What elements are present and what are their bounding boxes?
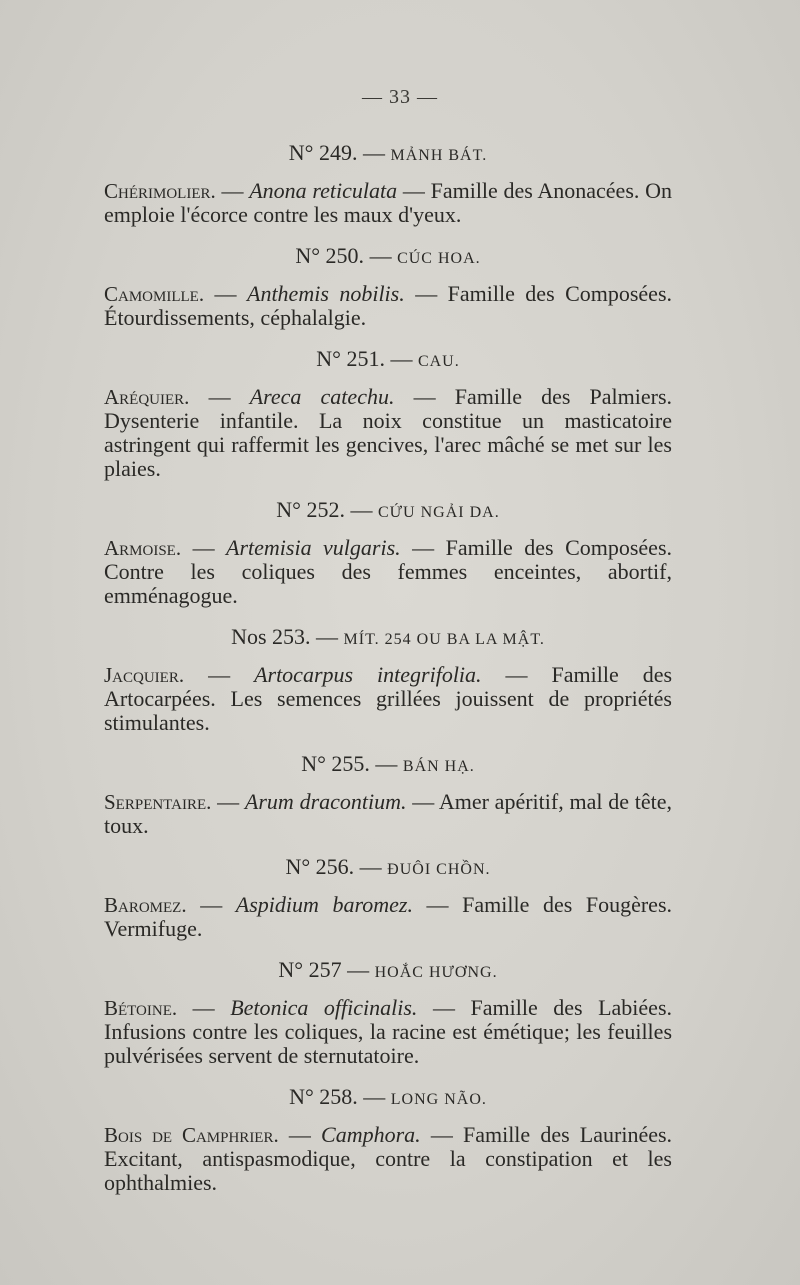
latin-name: Aspidium baromez. bbox=[235, 892, 413, 917]
common-name: Bois de Camphrier. bbox=[104, 1123, 279, 1147]
entry-number: N° 252. bbox=[276, 497, 345, 522]
entry-number: Nos 253. bbox=[231, 624, 311, 649]
entry-text bbox=[104, 536, 672, 608]
vietnamese-name: BÁN HẠ. bbox=[402, 758, 475, 775]
entry-heading bbox=[104, 241, 672, 274]
dash: — bbox=[347, 957, 370, 982]
common-name: Serpentaire. bbox=[104, 790, 212, 814]
vietnamese-name: CÚC HOA. bbox=[397, 250, 481, 267]
entry-text bbox=[104, 282, 672, 330]
entry-text bbox=[104, 179, 672, 227]
entry-heading bbox=[104, 138, 672, 171]
entry-text bbox=[104, 663, 672, 735]
entries-list bbox=[104, 138, 672, 1195]
common-name: Chérimolier. bbox=[104, 179, 216, 203]
entry-number: N° 257 bbox=[278, 957, 342, 982]
entry-258 bbox=[104, 1082, 672, 1195]
entry-text bbox=[104, 790, 672, 838]
dash: — bbox=[192, 535, 215, 560]
common-name: Camomille. bbox=[104, 282, 205, 306]
common-name: Aréquier. bbox=[104, 385, 190, 409]
dash: — bbox=[208, 384, 231, 409]
page-number: — 33 — bbox=[362, 86, 438, 108]
vietnamese-name: ĐUÔI CHỒN. bbox=[387, 861, 491, 878]
dash: — bbox=[192, 995, 215, 1020]
entry-250 bbox=[104, 241, 672, 330]
vietnamese-name: HOẮC HƯƠNG. bbox=[374, 964, 498, 981]
dash: — bbox=[200, 892, 223, 917]
description: — Famille des Anonacées. On emploie l'écorce contre les maux d'yeux. bbox=[104, 178, 673, 227]
vietnamese-name: MẢNH BÁT. bbox=[390, 147, 488, 164]
latin-name: Betonica officinalis. bbox=[230, 995, 418, 1020]
latin-name: Anona reticulata bbox=[249, 178, 398, 203]
entry-number: N° 250. bbox=[295, 243, 365, 268]
dash: — bbox=[214, 281, 237, 306]
entry-heading bbox=[104, 495, 672, 528]
entry-number: N° 258. bbox=[289, 1084, 358, 1109]
entry-252 bbox=[104, 495, 672, 608]
latin-name: Areca catechu. bbox=[249, 384, 395, 409]
entry-heading bbox=[104, 955, 672, 988]
description: — Famille des Palmiers. Dysenterie infantile. La noix constitue un masticatoire astringent qui raffermit les gencives, l'arec mâché se met sur les plaies. bbox=[104, 384, 673, 481]
description: — Famille des Laurinées. Excitant, antispasmodique, contre la constipation et les ophthalmies. bbox=[104, 1122, 673, 1195]
entry-number: N° 251. bbox=[316, 346, 385, 371]
entry-text bbox=[104, 1123, 672, 1195]
entry-number: N° 255. bbox=[301, 751, 370, 776]
vietnamese-name: CỨU NGẢI DA. bbox=[377, 504, 500, 521]
dash: — bbox=[359, 854, 382, 879]
entry-255 bbox=[104, 749, 672, 838]
dash: — bbox=[375, 751, 398, 776]
entry-number: N° 256. bbox=[285, 854, 355, 879]
latin-name: Arum dracontium. bbox=[244, 789, 407, 814]
entry-heading bbox=[104, 622, 672, 655]
common-name: Jacquier. bbox=[104, 663, 185, 687]
entry-text bbox=[104, 893, 672, 941]
entry-256 bbox=[104, 852, 672, 941]
dash: — bbox=[363, 1084, 386, 1109]
dash: — bbox=[217, 789, 240, 814]
dash: — bbox=[221, 178, 244, 203]
common-name: Armoise. bbox=[104, 536, 182, 560]
dash: — bbox=[350, 497, 373, 522]
entry-251 bbox=[104, 344, 672, 481]
description: — Famille des Fougères. Vermifuge. bbox=[104, 892, 673, 941]
entry-heading bbox=[104, 1082, 672, 1115]
entry-heading bbox=[104, 749, 672, 782]
dash: — bbox=[208, 662, 231, 687]
dash: — bbox=[316, 624, 339, 649]
entry-249 bbox=[104, 138, 672, 227]
description: — Famille des Composées. Contre les coliques des femmes enceintes, abortif, emménagogue. bbox=[104, 535, 673, 608]
vietnamese-name: MÍT. 254 OU BA LA MẬT. bbox=[343, 631, 545, 648]
entry-number: N° 249. bbox=[288, 140, 358, 165]
description: — Amer apéritif, mal de tête, toux. bbox=[104, 789, 673, 838]
dash: — bbox=[390, 346, 413, 371]
latin-name: Artemisia vulgaris. bbox=[226, 535, 401, 560]
description: — Famille des Composées. Étourdissements, céphalalgie. bbox=[104, 281, 673, 330]
entry-text bbox=[104, 996, 672, 1068]
vietnamese-name: CAU. bbox=[417, 353, 460, 370]
description: — Famille des Labiées. Infusions contre les coliques, la racine est émétique; les feuilles pulvérisées servent de sternutatoire. bbox=[104, 995, 673, 1068]
latin-name: Camphora. bbox=[321, 1122, 421, 1147]
entry-253-254 bbox=[104, 622, 672, 735]
common-name: Bétoine. bbox=[104, 996, 178, 1020]
entry-257 bbox=[104, 955, 672, 1068]
entry-heading bbox=[104, 852, 672, 885]
description: — Famille des Artocarpées. Les semences grillées jouissent de propriétés stimulantes. bbox=[104, 662, 673, 735]
dash: — bbox=[288, 1122, 311, 1147]
common-name: Baromez. bbox=[104, 893, 187, 917]
vietnamese-name: LONG NÃO. bbox=[390, 1091, 487, 1108]
latin-name: Anthemis nobilis. bbox=[247, 281, 405, 306]
dash: — bbox=[362, 140, 385, 165]
entry-heading bbox=[104, 344, 672, 377]
entry-text bbox=[104, 385, 672, 481]
latin-name: Artocarpus integrifolia. bbox=[254, 662, 482, 687]
dash: — bbox=[369, 243, 392, 268]
